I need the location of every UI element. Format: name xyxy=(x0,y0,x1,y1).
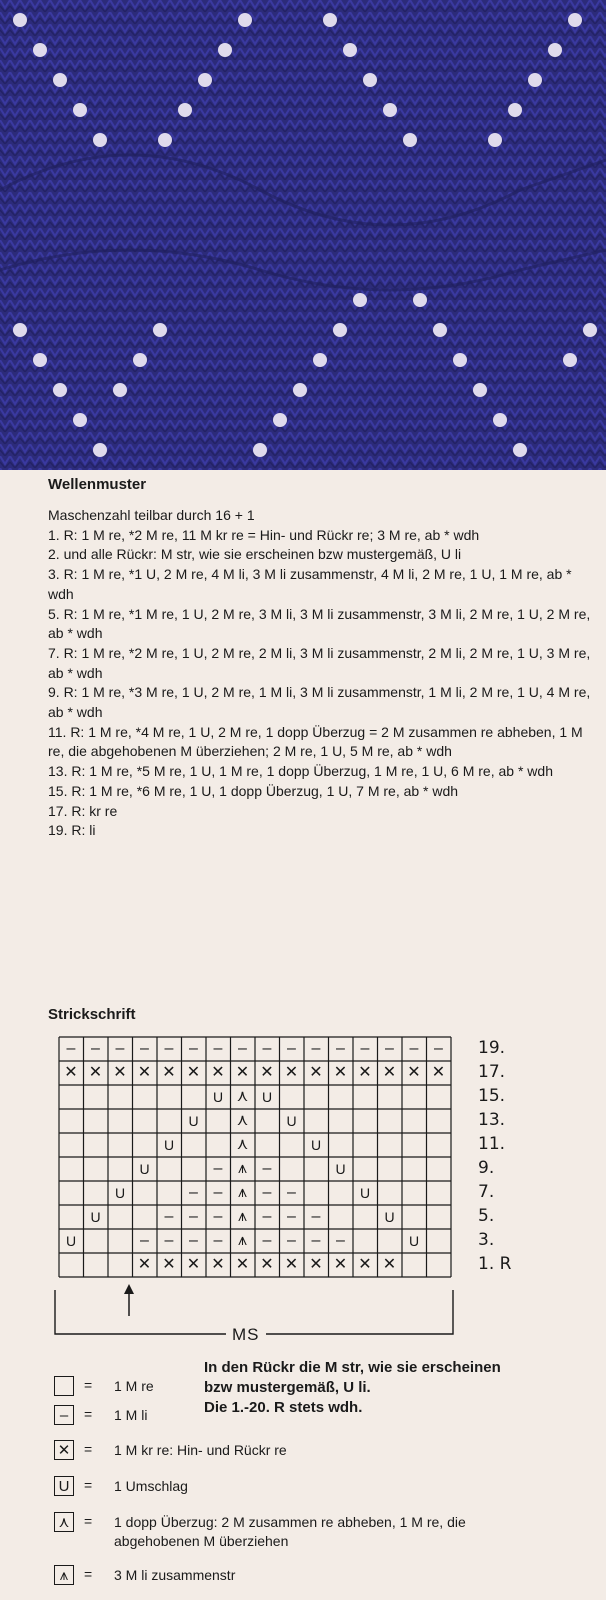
knit-cell xyxy=(378,1229,402,1253)
instruction-line: 15. R: 1 M re, *6 M re, 1 U, 1 dopp Überzug, 1 U, 7 M re, ab * wdh xyxy=(48,782,459,799)
knit-cell xyxy=(353,1157,377,1181)
twisted-knit-cell: ✕ xyxy=(382,1256,397,1273)
knit-cell xyxy=(84,1253,108,1277)
knit-cell xyxy=(108,1253,132,1277)
u-square-icon: U xyxy=(54,1476,74,1496)
yarn-over-cell: U xyxy=(286,1113,297,1129)
twisted-knit-cell: ✕ xyxy=(309,1064,323,1081)
dash-square-icon: – xyxy=(54,1405,74,1425)
yarn-over-cell: U xyxy=(90,1209,101,1225)
twisted-knit-cell: ✕ xyxy=(333,1064,348,1081)
instruction-line: 13. R: 1 M re, *5 M re, 1 U, 1 M re, 1 dopp Überzug, 1 M re, 1 U, 6 M re, ab * wdh xyxy=(48,763,553,780)
knit-cell xyxy=(255,1109,279,1133)
yarn-over-cell: U xyxy=(408,1233,420,1249)
knit-cell xyxy=(353,1085,377,1109)
knit-cell xyxy=(59,1205,83,1229)
knit-cell xyxy=(427,1133,451,1157)
twisted-knit-cell: ✕ xyxy=(382,1064,397,1081)
knit-cell xyxy=(59,1109,83,1133)
purl-cell: – xyxy=(336,1232,345,1249)
knit-cell xyxy=(329,1181,353,1205)
knit-cell xyxy=(133,1181,157,1205)
instruction-line: 17. R: kr re xyxy=(48,802,118,819)
purl-cell: – xyxy=(189,1184,198,1201)
twisted-knit-cell: ✕ xyxy=(358,1256,372,1273)
legend-text: 1 M re xyxy=(114,1378,154,1394)
knit-cell xyxy=(304,1181,328,1205)
knit-cell xyxy=(329,1109,353,1133)
knit-cell xyxy=(84,1085,108,1109)
yarn-over-cell: U xyxy=(212,1089,224,1105)
chart-row-label: 5. xyxy=(478,1206,495,1226)
pattern-instructions xyxy=(48,506,598,841)
chart-row-label: 11. xyxy=(478,1134,506,1154)
twisted-knit-cell: ✕ xyxy=(186,1064,201,1081)
instruction-line: 11. R: 1 M re, *4 M re, 1 U, 2 M re, 1 dopp Überzug = 2 M zusammen re abheben, 1 M re, die abgehobenen M überziehen; 2 M re, 1 U, 5 M re, ab * wdh xyxy=(48,723,583,760)
chart-row-label: 19. xyxy=(478,1038,506,1058)
purl-cell: – xyxy=(262,1160,272,1177)
twisted-knit-cell: ✕ xyxy=(113,1064,127,1081)
cross-square-icon: ✕ xyxy=(54,1440,74,1460)
twisted-knit-cell: ✕ xyxy=(137,1256,152,1273)
knit-cell xyxy=(108,1205,132,1229)
purl-cell: – xyxy=(385,1040,394,1057)
knit-cell xyxy=(157,1181,181,1205)
twisted-knit-cell: ✕ xyxy=(260,1064,274,1081)
knit-cell xyxy=(59,1157,83,1181)
twisted-knit-cell: ✕ xyxy=(137,1064,152,1081)
purl-cell: – xyxy=(213,1184,223,1201)
knit-cell xyxy=(84,1133,108,1157)
knit-cell xyxy=(402,1109,426,1133)
legend-text: 1 M kr re: Hin- und Rückr re xyxy=(114,1442,287,1458)
pattern-title: Wellenmuster xyxy=(48,476,147,493)
knit-cell xyxy=(84,1109,108,1133)
twisted-knit-cell: ✕ xyxy=(162,1064,176,1081)
knit-cell xyxy=(157,1109,181,1133)
purl-cell: – xyxy=(213,1208,223,1225)
purl-cell: – xyxy=(360,1040,370,1057)
knit-cell xyxy=(206,1109,230,1133)
legend-text: 3 M li zusammenstr xyxy=(114,1567,236,1583)
knit-cell xyxy=(84,1229,108,1253)
instruction-line: 7. R: 1 M re, *2 M re, 1 U, 2 M re, 2 M li, 3 M li zusammenstr, 2 M li, 2 M re, 1 U, 3 M re, ab * wdh xyxy=(48,644,591,681)
knit-cell xyxy=(84,1181,108,1205)
twisted-knit-cell: ✕ xyxy=(235,1064,250,1081)
twisted-knit-cell: ✕ xyxy=(284,1064,299,1081)
yarn-over-cell: U xyxy=(335,1161,346,1177)
purl-cell: – xyxy=(409,1040,419,1057)
instruction-line: 19. R: li xyxy=(48,822,96,839)
chart-row-label: 7. xyxy=(478,1182,495,1202)
twisted-knit-cell: ✕ xyxy=(162,1256,176,1273)
knit-cell xyxy=(304,1085,328,1109)
knit-cell xyxy=(206,1133,230,1157)
purl-cell: – xyxy=(311,1208,321,1225)
twisted-knit-cell: ✕ xyxy=(407,1064,421,1081)
twisted-knit-cell: ✕ xyxy=(88,1064,103,1081)
knit-cell xyxy=(329,1133,353,1157)
knit-cell xyxy=(280,1157,304,1181)
purl-cell: – xyxy=(262,1208,272,1225)
knit-cell xyxy=(59,1181,83,1205)
yarn-over-cell: U xyxy=(261,1089,273,1105)
purl-cell: – xyxy=(213,1040,223,1057)
knit-cell xyxy=(59,1253,83,1277)
knit-cell xyxy=(59,1085,83,1109)
instruction-line: Maschenzahl teilbar durch 16 + 1 xyxy=(48,507,255,523)
double-decrease-cell: ⋏ xyxy=(236,1088,249,1105)
knit-cell xyxy=(182,1133,206,1157)
twisted-knit-cell: ✕ xyxy=(64,1064,78,1081)
twisted-knit-cell: ✕ xyxy=(431,1064,446,1081)
chart-row-label: 13. xyxy=(478,1110,506,1130)
purl-three-together-cell: ⩚ xyxy=(237,1232,248,1249)
chart-row-label: 15. xyxy=(478,1086,506,1106)
knit-cell xyxy=(329,1205,353,1229)
knit-cell xyxy=(378,1085,402,1109)
purl-cell: – xyxy=(262,1232,272,1249)
knit-cell xyxy=(280,1133,304,1157)
purl-three-together-cell: ⩚ xyxy=(237,1208,248,1225)
knit-cell xyxy=(59,1133,83,1157)
chart-row-label: 17. xyxy=(478,1062,506,1082)
twisted-knit-cell: ✕ xyxy=(260,1256,274,1273)
knit-cell xyxy=(133,1085,157,1109)
purl-three-together-cell: ⩚ xyxy=(237,1160,248,1177)
instruction-line: 3. R: 1 M re, *1 U, 2 M re, 4 M li, 3 M li zusammenstr, 4 M li, 2 M re, 1 U, 1 M re, ab * wdh xyxy=(48,566,572,602)
purl-cell: – xyxy=(115,1040,125,1057)
pattern-repeat-label: MS xyxy=(226,1325,266,1345)
knit-cell xyxy=(378,1133,402,1157)
purl-cell: – xyxy=(164,1040,174,1057)
yarn-over-cell: U xyxy=(163,1137,175,1153)
purl-cell: – xyxy=(66,1040,76,1057)
purl-cell: – xyxy=(140,1232,149,1249)
twisted-knit-cell: ✕ xyxy=(211,1064,225,1081)
knit-cell xyxy=(157,1085,181,1109)
purl-cell: – xyxy=(238,1040,247,1057)
purl-cell: – xyxy=(189,1040,198,1057)
purl-cell: – xyxy=(189,1208,198,1225)
knit-cell xyxy=(402,1133,426,1157)
purl-cell: – xyxy=(336,1040,345,1057)
instruction-line: 9. R: 1 M re, *3 M re, 1 U, 2 M re, 1 M li, 3 M li zusammenstr, 1 M li, 2 M re, 1 U, 4 M re, ab * wdh xyxy=(48,684,591,721)
purl-cell: – xyxy=(434,1040,443,1057)
knit-cell xyxy=(108,1157,132,1181)
knit-cell xyxy=(353,1205,377,1229)
knit-cell xyxy=(108,1109,132,1133)
purl-cell: – xyxy=(311,1232,321,1249)
yarn-over-cell: U xyxy=(310,1137,322,1153)
knitting-chart-grid xyxy=(58,1036,450,1276)
knit-cell xyxy=(133,1133,157,1157)
empty-square-icon xyxy=(54,1376,74,1396)
knitted-fabric-image xyxy=(0,0,606,470)
double-decrease-icon: ⋏ xyxy=(54,1512,74,1532)
knit-cell xyxy=(84,1157,108,1181)
twisted-knit-cell: ✕ xyxy=(309,1256,323,1273)
knit-cell xyxy=(255,1133,279,1157)
purl-cell: – xyxy=(164,1232,174,1249)
knit-cell xyxy=(427,1205,451,1229)
legend-text: 1 M li xyxy=(114,1407,148,1423)
yarn-over-cell: U xyxy=(384,1209,395,1225)
purl-cell: – xyxy=(311,1040,321,1057)
knit-cell xyxy=(378,1157,402,1181)
instruction-line: 2. und alle Rückr: M str, wie sie erscheinen bzw mustergemäß, U li xyxy=(48,546,462,563)
knit-cell xyxy=(402,1253,426,1277)
knit-cell xyxy=(280,1085,304,1109)
twisted-knit-cell: ✕ xyxy=(358,1064,372,1081)
chart-row-label: 3. xyxy=(478,1230,495,1250)
chart-title: Strickschrift xyxy=(48,1006,136,1023)
twisted-knit-cell: ✕ xyxy=(186,1256,201,1273)
twisted-knit-cell: ✕ xyxy=(235,1256,250,1273)
twisted-knit-cell: ✕ xyxy=(284,1256,299,1273)
knit-cell xyxy=(427,1157,451,1181)
instruction-line: 5. R: 1 M re, *1 M re, 1 U, 2 M re, 3 M li, 3 M li zusammenstr, 3 M li, 2 M re, 1 U, 2 M re, ab * wdh xyxy=(48,605,591,642)
knit-cell xyxy=(108,1085,132,1109)
purl-cell: – xyxy=(213,1160,223,1177)
knit-cell xyxy=(304,1157,328,1181)
chart-row-label: 1. R xyxy=(478,1254,512,1274)
purl-cell: – xyxy=(287,1208,296,1225)
knit-cell xyxy=(353,1133,377,1157)
twisted-knit-cell: ✕ xyxy=(211,1256,225,1273)
purl-cell: – xyxy=(91,1040,100,1057)
knit-cell xyxy=(378,1109,402,1133)
knit-cell xyxy=(402,1085,426,1109)
note-line: bzw mustergemäß, U li. xyxy=(204,1379,371,1396)
knitting-sample-photo xyxy=(0,0,606,470)
legend-text: 1 dopp Überzug: 2 M zusammen re abheben, 1 M re, die abgehobenen M überziehen xyxy=(114,1514,466,1549)
purl-three-together-cell: ⩚ xyxy=(237,1184,248,1201)
knit-cell xyxy=(108,1133,132,1157)
knit-cell xyxy=(427,1229,451,1253)
purl-three-together-icon: ⩚ xyxy=(54,1565,74,1585)
knit-cell xyxy=(402,1181,426,1205)
knit-cell xyxy=(182,1085,206,1109)
yarn-over-cell: U xyxy=(65,1233,77,1249)
yarn-over-cell: U xyxy=(139,1161,150,1177)
knit-cell xyxy=(304,1109,328,1133)
knit-cell xyxy=(353,1109,377,1133)
note-line: In den Rückr die M str, wie sie erscheinen xyxy=(204,1359,501,1376)
knit-cell xyxy=(157,1157,181,1181)
note-line: Die 1.-20. R stets wdh. xyxy=(204,1399,363,1416)
purl-cell: – xyxy=(262,1040,272,1057)
purl-cell: – xyxy=(189,1232,198,1249)
double-decrease-cell: ⋏ xyxy=(236,1112,249,1129)
knit-cell xyxy=(329,1085,353,1109)
knit-cell xyxy=(353,1229,377,1253)
knit-cell xyxy=(133,1205,157,1229)
chart-row-label: 9. xyxy=(478,1158,495,1178)
knit-cell xyxy=(182,1157,206,1181)
yarn-over-cell: U xyxy=(359,1185,371,1201)
instruction-line: 1. R: 1 M re, *2 M re, 11 M kr re = Hin- und Rückr re; 3 M re, ab * wdh xyxy=(48,526,480,543)
knit-cell xyxy=(378,1181,402,1205)
purl-cell: – xyxy=(287,1232,296,1249)
purl-cell: – xyxy=(213,1232,223,1249)
knit-cell xyxy=(427,1181,451,1205)
purl-cell: – xyxy=(140,1040,149,1057)
legend-text: 1 Umschlag xyxy=(114,1478,188,1494)
knit-cell xyxy=(402,1205,426,1229)
twisted-knit-cell: ✕ xyxy=(333,1256,348,1273)
knit-cell xyxy=(427,1253,451,1277)
double-decrease-cell: ⋏ xyxy=(236,1136,249,1153)
knit-cell xyxy=(108,1229,132,1253)
knit-cell xyxy=(427,1109,451,1133)
purl-cell: – xyxy=(164,1208,174,1225)
knit-cell xyxy=(427,1085,451,1109)
purl-cell: – xyxy=(287,1184,296,1201)
yarn-over-cell: U xyxy=(188,1113,199,1129)
knit-cell xyxy=(402,1157,426,1181)
purl-cell: – xyxy=(262,1184,272,1201)
purl-cell: – xyxy=(287,1040,296,1057)
knit-cell xyxy=(133,1109,157,1133)
yarn-over-cell: U xyxy=(114,1185,126,1201)
